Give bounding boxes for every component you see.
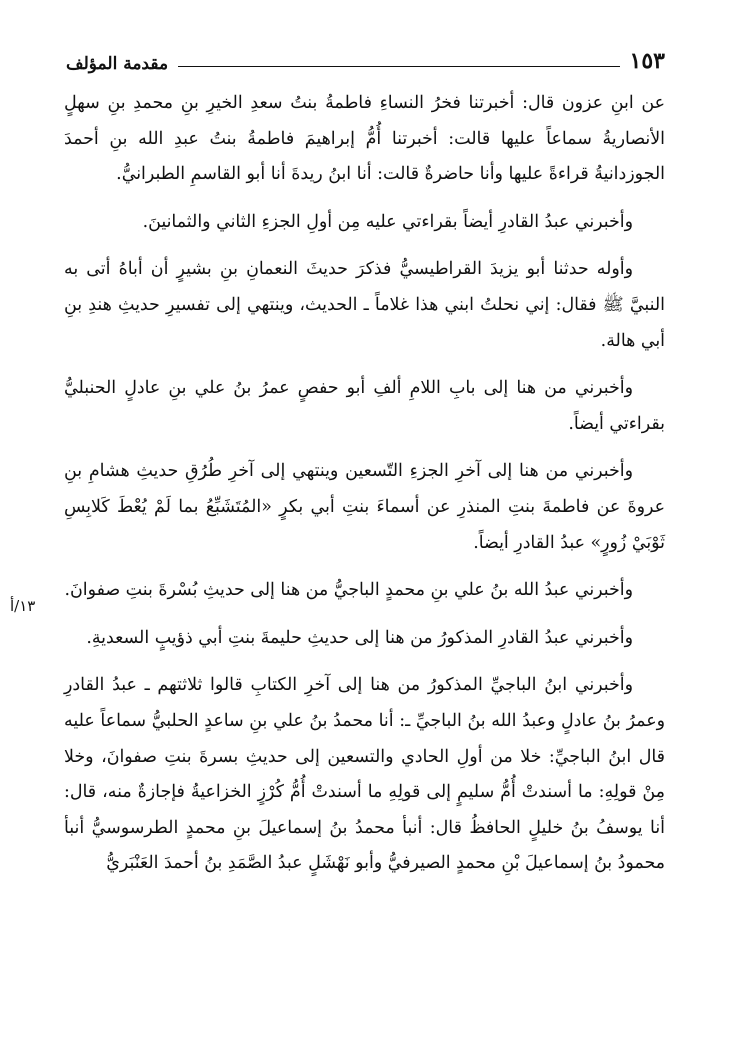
header-rule xyxy=(178,66,619,67)
page-number: ١٥٣ xyxy=(629,48,665,74)
paragraph-3: وأوله حدثنا أبو يزيدَ القراطيسيُّ فذكرَ حديثَ النعمانِ بنِ بشيرٍ أن أباهُ أتى به النبيَّ ﷺ فقال: إني نحلتُ ابني هذا غلاماً ـ الحديث، وينتهي إلى تفسيرِ حديثِ هندِ بنِ أبي هالة. xyxy=(64,259,665,351)
page-header xyxy=(66,48,665,74)
paragraph-2: وأخبرني عبدُ القادرِ أيضاً بقراءتي عليه مِن أولِ الجزءِ الثاني والثمانينَ. xyxy=(142,211,633,232)
paragraph-7: وأخبرني عبدُ القادرِ المذكورُ من هنا إلى حديثِ حليمةَ بنتِ أبي ذؤيبٍ السعديةِ. xyxy=(86,627,633,648)
running-title: مقدمة المؤلف xyxy=(66,54,169,74)
paragraph-8: وأخبرني ابنُ الباجيِّ المذكورُ من هنا إلى آخرِ الكتابِ قالوا ثلاثتهم ـ عبدُ القادرِ وعمرُ بنُ عادلٍ وعبدُ الله بنُ الباجيِّ ـ: أنا محمدُ بنُ علي بنِ ساعدٍ الحلبيُّ سماعاً عليه قال ابنُ الباجيِّ: خلا من أولِ الحادي والتسعين إلى حديثِ بسرةَ بنتِ صفوانَ، وخلا مِنْ قولِهِ: ما أسندتْ أُمُّ سليمٍ إلى قولِهِ ما أسندتْ أُمُّ كُرْزٍ الخزاعيةُ فإجازةٌ منه، قال: أنا يوسفُ بنُ خليلٍ الحافظُ قال: أنبأ محمدُ بنُ إسماعيلَ بنِ محمدٍ الطرسوسيُّ أنبأ محمودُ بنُ إسماعيلَ بْنِ محمدٍ الصيرفيُّ وأبو نَهْشَلٍ عبدُ الصَّمَدِ بنُ أحمدَ العَنْبَريُّ xyxy=(64,675,665,874)
paragraph-1: عن ابنِ عزون قال: أخبرتنا فخرُ النساءِ فاطمةُ بنتُ سعدِ الخيرِ بنِ محمدِ بنِ سهلٍ الأنصاريةُ سماعاً عليها قالت: أخبرتنا أُمُّ إبراهيمَ فاطمةُ بنتُ عبدِ الله بنِ أحمدَ الجوزدانيةُ قراءةً عليها وأنا حاضرةٌ قالت: أنا ابنُ ريدةَ أنا أبو القاسمِ الطبرانيُّ. xyxy=(64,93,665,185)
paragraph-4: وأخبرني من هنا إلى بابِ اللامِ ألفِ أبو حفصٍ عمرُ بنُ علي بنِ عادلٍ الحنبليُّ بقراءتي أيضاً. xyxy=(64,378,665,434)
paragraph-6: وأخبرني عبدُ الله بنُ علي بنِ محمدٍ الباجيُّ من هنا إلى حديثِ بُسْرةَ بنتِ صفوانَ. xyxy=(64,580,633,601)
manuscript-folio-note: ١٣/أ xyxy=(10,597,36,615)
body-text xyxy=(64,86,665,882)
paragraph-5: وأخبرني من هنا إلى آخرِ الجزءِ التّسعين وينتهي إلى آخرِ طُرُقِ حديثِ هشامِ بنِ عروةَ عن فاطمةَ بنتِ المنذرِ عن أسماءَ بنتِ أبي بكرٍ «المُتَشَبِّعُ بما لَمْ يُعْطَ كَلابِسِ ثَوْبَيْ زُورٍ» عبدُ القادرِ أيضاً. xyxy=(64,461,665,553)
